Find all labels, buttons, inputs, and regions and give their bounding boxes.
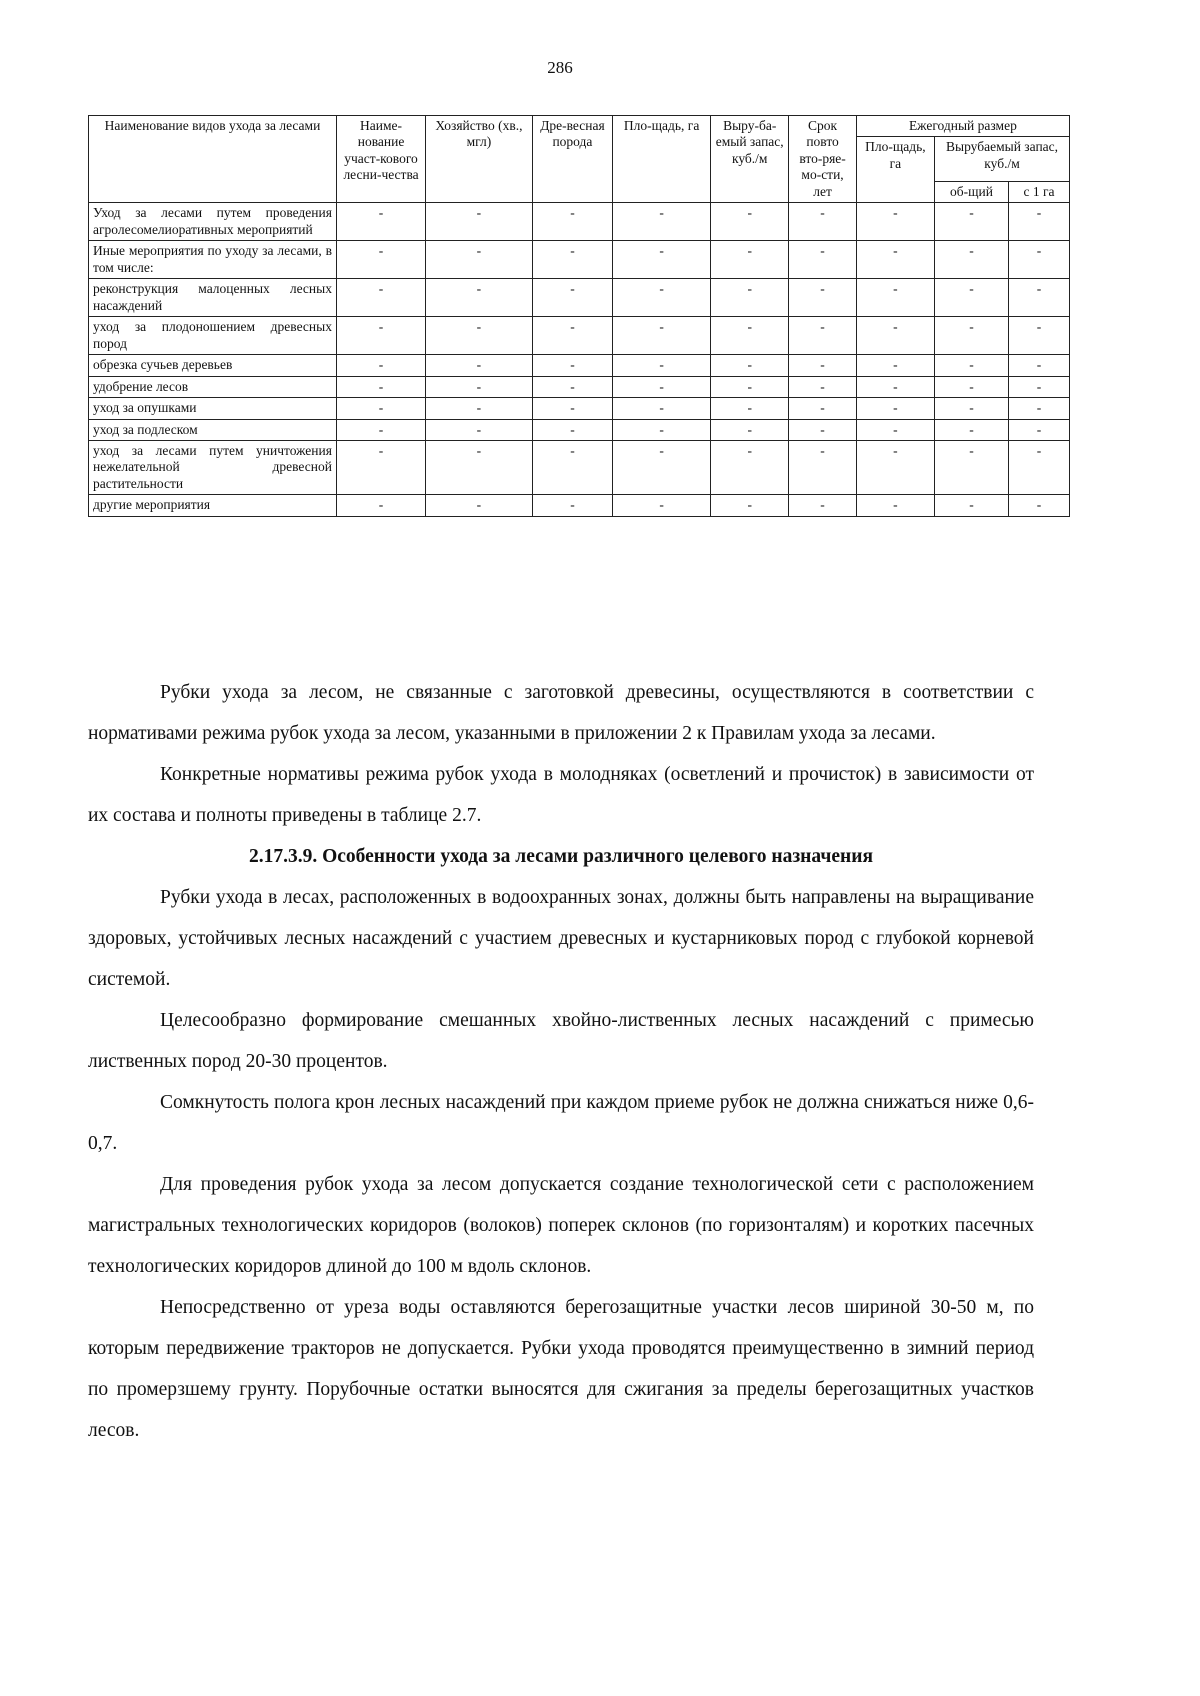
table-cell: - <box>935 279 1009 317</box>
paragraph: Сомкнутость полога крон лесных насаждений при каждом приеме рубок не должна снижаться ниже 0,6-0,7. <box>88 1092 1034 1154</box>
header-annual-area: Пло-щадь, га <box>856 137 934 203</box>
table-cell: - <box>426 419 533 440</box>
table-cell: - <box>789 317 856 355</box>
table-cell: - <box>336 241 425 279</box>
header-annual-stock: Вырубаемый запас, куб./м <box>935 137 1070 181</box>
table-cell: - <box>856 419 934 440</box>
header-name: Наименование видов ухода за лесами <box>89 116 337 203</box>
table-cell: - <box>856 440 934 494</box>
header-stock-total: об-щий <box>935 181 1009 202</box>
header-stock: Выру-ба-емый запас, куб./м <box>711 116 789 203</box>
table-cell: - <box>711 440 789 494</box>
row-name: уход за лесами путем уничтожения нежелательной древесной растительности <box>89 440 337 494</box>
row-name: Иные мероприятия по уходу за лесами, в том числе: <box>89 241 337 279</box>
table-cell: - <box>336 355 425 376</box>
table-cell: - <box>711 317 789 355</box>
body-text <box>88 672 1034 1451</box>
table-cell: - <box>426 376 533 397</box>
table-cell: - <box>613 440 711 494</box>
table-cell: - <box>935 355 1009 376</box>
table-cell: - <box>789 279 856 317</box>
paragraph: Для проведения рубок ухода за лесом допускается создание технологической сети с расположением магистральных технологических коридоров (волоков) поперек склонов (по горизонталям) и коротких пасечных технологических коридоров длиной до 100 м вдоль склонов. <box>88 1174 1034 1277</box>
table-cell: - <box>935 419 1009 440</box>
table-row <box>89 440 1070 494</box>
table-cell: - <box>613 495 711 516</box>
row-name: обрезка сучьев деревьев <box>89 355 337 376</box>
table-cell: - <box>613 317 711 355</box>
table-cell: - <box>935 376 1009 397</box>
table-cell: - <box>856 376 934 397</box>
table-cell: - <box>532 317 612 355</box>
header-term: Срок повто вто-ряе-мо-сти, лет <box>789 116 856 203</box>
table-cell: - <box>789 419 856 440</box>
table-cell: - <box>1009 355 1070 376</box>
table-cell: - <box>1009 279 1070 317</box>
table-cell: - <box>336 317 425 355</box>
page-number: 286 <box>547 58 573 77</box>
table-cell: - <box>613 376 711 397</box>
table-cell: - <box>711 495 789 516</box>
table-body <box>89 203 1070 517</box>
table-cell: - <box>532 376 612 397</box>
table-cell: - <box>336 203 425 241</box>
table-cell: - <box>789 376 856 397</box>
table-cell: - <box>613 355 711 376</box>
row-name: уход за плодоношением древесных пород <box>89 317 337 355</box>
table-cell: - <box>711 419 789 440</box>
table-cell: - <box>1009 376 1070 397</box>
header-species: Дре-весная порода <box>532 116 612 203</box>
row-name: уход за подлеском <box>89 419 337 440</box>
table-cell: - <box>935 398 1009 419</box>
table-cell: - <box>1009 317 1070 355</box>
table-cell: - <box>935 203 1009 241</box>
table-cell: - <box>336 419 425 440</box>
table-cell: - <box>532 440 612 494</box>
table-cell: - <box>613 279 711 317</box>
table-cell: - <box>1009 419 1070 440</box>
table-cell: - <box>1009 398 1070 419</box>
table-cell: - <box>426 317 533 355</box>
row-name: другие мероприятия <box>89 495 337 516</box>
table-cell: - <box>856 203 934 241</box>
table-cell: - <box>856 241 934 279</box>
paragraph: Рубки ухода в лесах, расположенных в водоохранных зонах, должны быть направлены на выращивание здоровых, устойчивых лесных насаждений с участием древесных и кустарниковых пород с глубокой корневой системой. <box>88 887 1034 990</box>
table-cell: - <box>789 203 856 241</box>
table-cell: - <box>336 495 425 516</box>
table-cell: - <box>856 317 934 355</box>
table-cell: - <box>856 279 934 317</box>
table-cell: - <box>789 440 856 494</box>
table-cell: - <box>426 355 533 376</box>
table-cell: - <box>336 279 425 317</box>
table-cell: - <box>532 495 612 516</box>
table-cell: - <box>935 495 1009 516</box>
header-annual: Ежегодный размер <box>856 116 1069 137</box>
table-cell: - <box>613 203 711 241</box>
table-cell: - <box>935 317 1009 355</box>
table-cell: - <box>426 241 533 279</box>
header-farm: Хозяйство (хв., мгл) <box>426 116 533 203</box>
table-row <box>89 317 1070 355</box>
table-cell: - <box>711 376 789 397</box>
table-cell: - <box>426 203 533 241</box>
header-stock-per-ha: с 1 га <box>1009 181 1070 202</box>
table-cell: - <box>789 241 856 279</box>
table-cell: - <box>1009 241 1070 279</box>
table-cell: - <box>711 398 789 419</box>
table-cell: - <box>532 419 612 440</box>
table-cell: - <box>336 398 425 419</box>
table-row <box>89 398 1070 419</box>
table-cell: - <box>935 440 1009 494</box>
table-header <box>89 116 1070 203</box>
table-cell: - <box>711 355 789 376</box>
table-cell: - <box>532 398 612 419</box>
table-cell: - <box>711 279 789 317</box>
table-row <box>89 279 1070 317</box>
table-cell: - <box>426 495 533 516</box>
table-row <box>89 495 1070 516</box>
paragraph: Конкретные нормативы режима рубок ухода в молодняках (осветлений и прочисток) в зависимости от их состава и полноты приведены в таблице 2.7. <box>88 764 1034 826</box>
table-cell: - <box>1009 440 1070 494</box>
table-cell: - <box>613 419 711 440</box>
header-district: Наиме-нование участ-кового лесни-чества <box>336 116 425 203</box>
table-cell: - <box>426 398 533 419</box>
header-area: Пло-щадь, га <box>613 116 711 203</box>
table-row <box>89 376 1070 397</box>
table-cell: - <box>711 203 789 241</box>
table-cell: - <box>1009 495 1070 516</box>
table-cell: - <box>426 440 533 494</box>
row-name: реконструкция малоценных лесных насаждений <box>89 279 337 317</box>
table-row <box>89 419 1070 440</box>
table-cell: - <box>789 355 856 376</box>
table-cell: - <box>856 355 934 376</box>
table-cell: - <box>532 203 612 241</box>
table-cell: - <box>711 241 789 279</box>
table-cell: - <box>856 495 934 516</box>
table-cell: - <box>613 398 711 419</box>
table-cell: - <box>1009 203 1070 241</box>
row-name: уход за опушками <box>89 398 337 419</box>
paragraph: Непосредственно от уреза воды оставляются берегозащитные участки лесов шириной 30-50 м, по которым передвижение тракторов не допускается. Рубки ухода проводятся преимущественно в зимний период по промерзшему грунту. Порубочные остатки выносятся для сжигания за пределы берегозащитных участков лесов. <box>88 1297 1034 1441</box>
table-cell: - <box>856 398 934 419</box>
table-row <box>89 355 1070 376</box>
table-row <box>89 241 1070 279</box>
paragraph: Рубки ухода за лесом, не связанные с заготовкой древесины, осуществляются в соответствии с нормативами режима рубок ухода за лесом, указанными в приложении 2 к Правилам ухода за лесами. <box>88 682 1034 744</box>
table-row <box>89 203 1070 241</box>
table-cell: - <box>532 279 612 317</box>
table-cell: - <box>789 398 856 419</box>
row-name: Уход за лесами путем проведения агролесомелиоративных мероприятий <box>89 203 337 241</box>
table-cell: - <box>426 279 533 317</box>
table-cell: - <box>532 355 612 376</box>
paragraph: Целесообразно формирование смешанных хвойно-лиственных лесных насаждений с примесью лиственных пород 20-30 процентов. <box>88 1010 1034 1072</box>
table-cell: - <box>336 440 425 494</box>
table-cell: - <box>935 241 1009 279</box>
forest-care-table <box>88 115 1070 517</box>
section-heading: 2.17.3.9. Особенности ухода за лесами различного целевого назначения <box>248 846 874 867</box>
table-cell: - <box>532 241 612 279</box>
table-cell: - <box>613 241 711 279</box>
table-cell: - <box>336 376 425 397</box>
row-name: удобрение лесов <box>89 376 337 397</box>
table-cell: - <box>789 495 856 516</box>
